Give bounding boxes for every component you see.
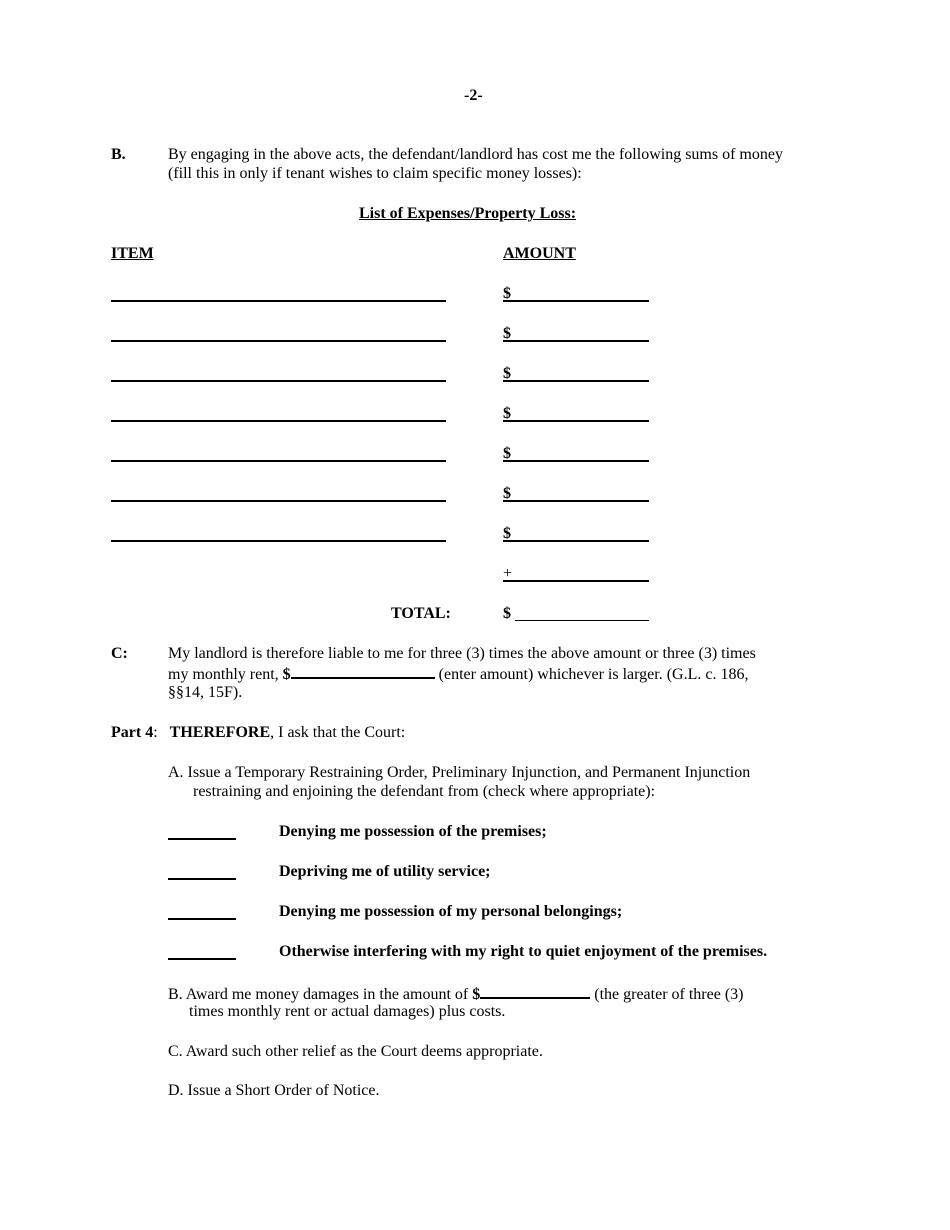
- total-label: TOTAL:: [391, 605, 451, 622]
- part4-b-prefix: B. Award me money damages in the amount of: [168, 986, 473, 1003]
- amount-input-line[interactable]: [503, 540, 649, 542]
- plus-sign: +: [503, 565, 513, 582]
- section-b-line2: (fill this in only if tenant wishes to claim specific money losses):: [168, 165, 582, 182]
- part4-d-text: D. Issue a Short Order of Notice.: [168, 1082, 380, 1099]
- part4-label: Part 4: [111, 724, 154, 741]
- check-label: Depriving me of utility service;: [279, 863, 491, 880]
- check-blank[interactable]: [168, 958, 236, 960]
- item-input-line[interactable]: [111, 340, 446, 342]
- check-blank[interactable]: [168, 878, 236, 880]
- monthly-rent-input-line[interactable]: [291, 663, 435, 679]
- expenses-title: List of Expenses/Property Loss:: [359, 205, 577, 222]
- dollar-sign: $: [503, 485, 511, 502]
- dollar-sign: $: [503, 525, 511, 542]
- section-b-line1: By engaging in the above acts, the defendant/landlord has cost me the following sums of money: [168, 146, 783, 163]
- section-c-label: C:: [111, 645, 128, 662]
- therefore-text: THEREFORE: [169, 724, 271, 741]
- dollar-sign: $: [503, 405, 511, 422]
- section-c-line2: [168, 663, 748, 685]
- dollar-sign: $: [503, 285, 511, 302]
- damages-amount-input-line[interactable]: [480, 983, 590, 999]
- amount-input-line[interactable]: [503, 460, 649, 462]
- part4-heading: [111, 723, 405, 743]
- page-number: -2-: [464, 87, 483, 104]
- item-input-line[interactable]: [111, 420, 446, 422]
- part4-c-text: C. Award such other relief as the Court deems appropriate.: [168, 1043, 543, 1060]
- item-input-line[interactable]: [111, 540, 446, 542]
- dollar-sign: $: [503, 445, 511, 462]
- check-label: Otherwise interfering with my right to quiet enjoyment of the premises.: [279, 943, 768, 960]
- part4-b-line2: times monthly rent or actual damages) plus costs.: [189, 1003, 506, 1020]
- part4-a-line2: restraining and enjoining the defendant from (check where appropriate):: [193, 783, 656, 800]
- check-blank[interactable]: [168, 838, 236, 840]
- part4-a-line1: A. Issue a Temporary Restraining Order, Preliminary Injunction, and Permanent Injunction: [168, 764, 751, 781]
- section-c-line2-suffix: (enter amount) whichever is larger. (G.L. c. 186,: [434, 666, 749, 683]
- part4-b-suffix: (the greater of three (3): [590, 986, 744, 1003]
- section-c-line3: §§14, 15F).: [168, 684, 243, 701]
- check-label: Denying me possession of my personal belongings;: [279, 903, 623, 920]
- item-input-line[interactable]: [111, 300, 446, 302]
- amount-input-line[interactable]: [503, 420, 649, 422]
- dollar-sign: $: [503, 365, 511, 382]
- rent-dollar-sign: $: [282, 666, 291, 683]
- check-blank[interactable]: [168, 918, 236, 920]
- total-dollar-sign: $: [503, 605, 511, 622]
- item-column-header: ITEM: [111, 245, 154, 262]
- item-input-line[interactable]: [111, 460, 446, 462]
- plus-amount-input-line[interactable]: [503, 580, 649, 582]
- amount-input-line[interactable]: [503, 340, 649, 342]
- amount-column-header: AMOUNT: [503, 245, 576, 262]
- section-c-line2-prefix: my monthly rent,: [168, 666, 283, 683]
- amount-input-line[interactable]: [503, 500, 649, 502]
- dollar-sign: $: [503, 325, 511, 342]
- check-label: Denying me possession of the premises;: [279, 823, 547, 840]
- amount-input-line[interactable]: [503, 300, 649, 302]
- item-input-line[interactable]: [111, 500, 446, 502]
- section-c-line1: My landlord is therefore liable to me for three (3) times the above amount or three (3) times: [168, 645, 756, 662]
- part4-rest: , I ask that the Court:: [270, 724, 406, 741]
- amount-input-line[interactable]: [503, 380, 649, 382]
- damages-dollar-sign: $: [472, 986, 481, 1003]
- total-amount-input-line[interactable]: [515, 620, 649, 621]
- item-input-line[interactable]: [111, 380, 446, 382]
- part4-colon: :: [153, 724, 158, 741]
- section-b-label: B.: [111, 146, 126, 163]
